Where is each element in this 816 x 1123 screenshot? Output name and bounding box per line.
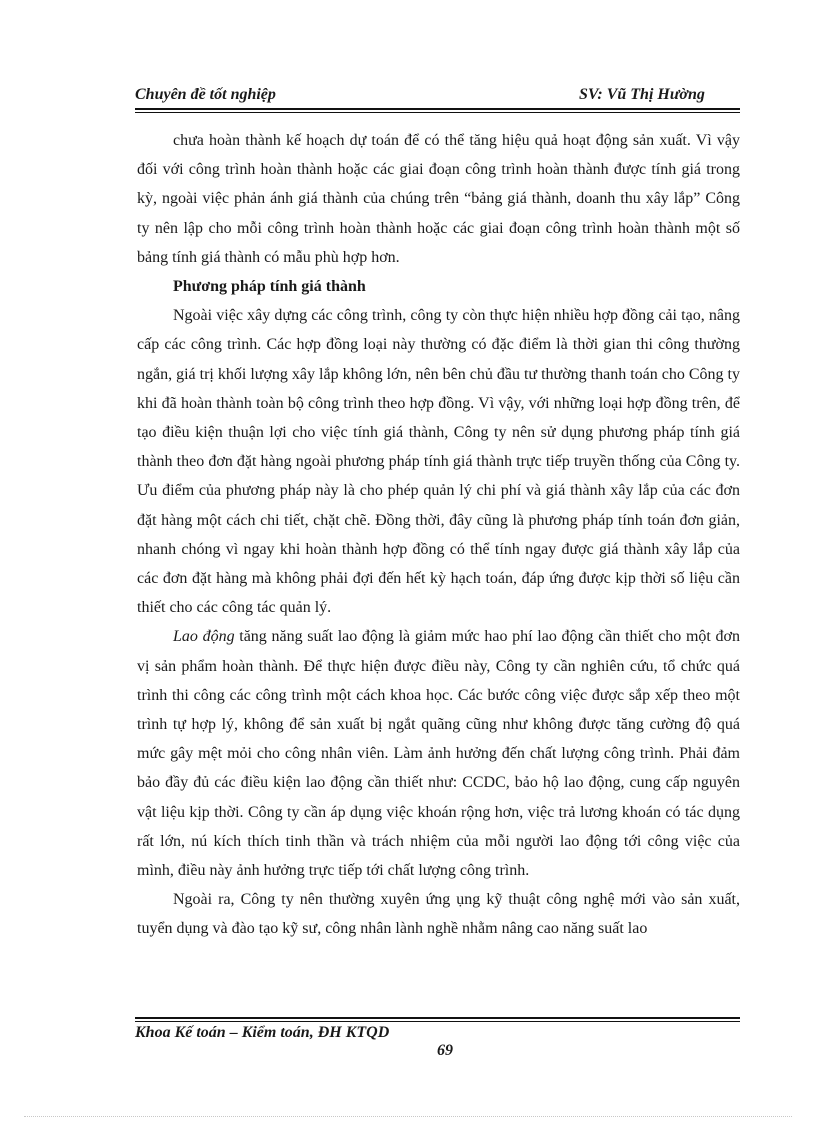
- paragraph-1: chưa hoàn thành kế hoạch dự toán để có thể tăng hiệu quả hoạt động sản xuất. Vì vậy đối với công trình hoàn thành hoặc các giai đoạn công trình hoàn thành được tính giá trong kỳ, ngoài việc phản ánh giá thành của chúng trên “bảng giá thành, doanh thu xây lắp” Công ty nên lập cho mỗi công trình hoàn thành hoặc các giai đoạn công trình hoàn thành một số bảng tính giá thành có mẫu phù hợp hơn.: [137, 132, 740, 266]
- paragraph-3-lead: Lao động: [173, 628, 235, 646]
- paragraph-3-text: tăng năng suất lao động là giảm mức hao phí lao động cần thiết cho một đơn vị sản phẩm hoàn thành. Để thực hiện được điều này, Công ty cần nghiên cứu, tổ chức quá trình thi công các công trình một cách khoa học. Các bước công việc được sắp xếp theo một trình tự hợp lý, không để sản xuất bị ngắt quãng cũng như không được tăng cường độ quá mức gây mệt mỏi cho công nhân viên. Làm ảnh hưởng đến chất lượng công trình. Phải đảm bảo đầy đủ các điều kiện lao động cần thiết như: CCDC, bảo hộ lao động, cung cấp nguyên vật liệu kịp thời. Công ty cần áp dụng việc khoán rộng hơn, việc trả lương khoán có tác dụng rất lớn, nú kích thích tinh thần và trách nhiệm của mỗi người lao động tới công việc của mình, điều này ảnh hưởng trực tiếp tới chất lượng công trình.: [137, 628, 740, 880]
- header-title: Chuyên đề tốt nghiệp: [135, 86, 276, 103]
- footer-rule: [135, 1017, 740, 1022]
- paragraph-4: Ngoài ra, Công ty nên thường xuyên ứng ụng kỹ thuật công nghệ mới vào sản xuất, tuyển dụng và đào tạo kỹ sư, công nhân lành nghề nhằm nâng cao năng suất lao: [137, 891, 740, 938]
- section-heading: [137, 272, 740, 301]
- page-number-wrap: [0, 1042, 816, 1060]
- header-author: SV: Vũ Thị Hường: [579, 86, 705, 103]
- footer-faculty: Khoa Kế toán – Kiểm toán, ĐH KTQD: [135, 1024, 390, 1041]
- header-rule: [135, 108, 740, 113]
- paragraph-3: [137, 622, 740, 885]
- page-number: 69: [437, 1042, 453, 1059]
- section-heading-text: Phương pháp tính giá thành: [173, 278, 366, 296]
- page-edge-dotted-line: [24, 1116, 792, 1117]
- paragraph-2: Ngoài việc xây dựng các công trình, công ty còn thực hiện nhiều hợp đồng cải tạo, nâng cấp các công trình. Các hợp đồng loại này thường có đặc điểm là thời gian thi công thường ngắn, giá trị khối lượng xây lắp không lớn, nên bên chủ đầu tư thường thanh toán cho Công ty khi đã hoàn thành toàn bộ công trình theo hợp đồng. Vì vậy, với những loại hợp đồng trên, để tạo điều kiện thuận lợi cho việc tính giá thành, Công ty nên sử dụng phương pháp tính giá thành theo đơn đặt hàng ngoài phương pháp tính giá thành trực tiếp truyền thống của Công ty. Ưu điểm của phương pháp này là cho phép quản lý chi phí và giá thành xây lắp của các đơn đặt hàng một cách chi tiết, chặt chẽ. Đồng thời, đây cũng là phương pháp tính toán đơn giản, nhanh chóng vì ngay khi hoàn thành hợp đồng có thể tính ngay được giá thành xây lắp của các đơn đặt hàng mà không phải đợi đến hết kỳ hạch toán, đáp ứng được kịp thời số liệu cần thiết cho các công tác quản lý.: [137, 307, 740, 617]
- document-body: [137, 126, 740, 944]
